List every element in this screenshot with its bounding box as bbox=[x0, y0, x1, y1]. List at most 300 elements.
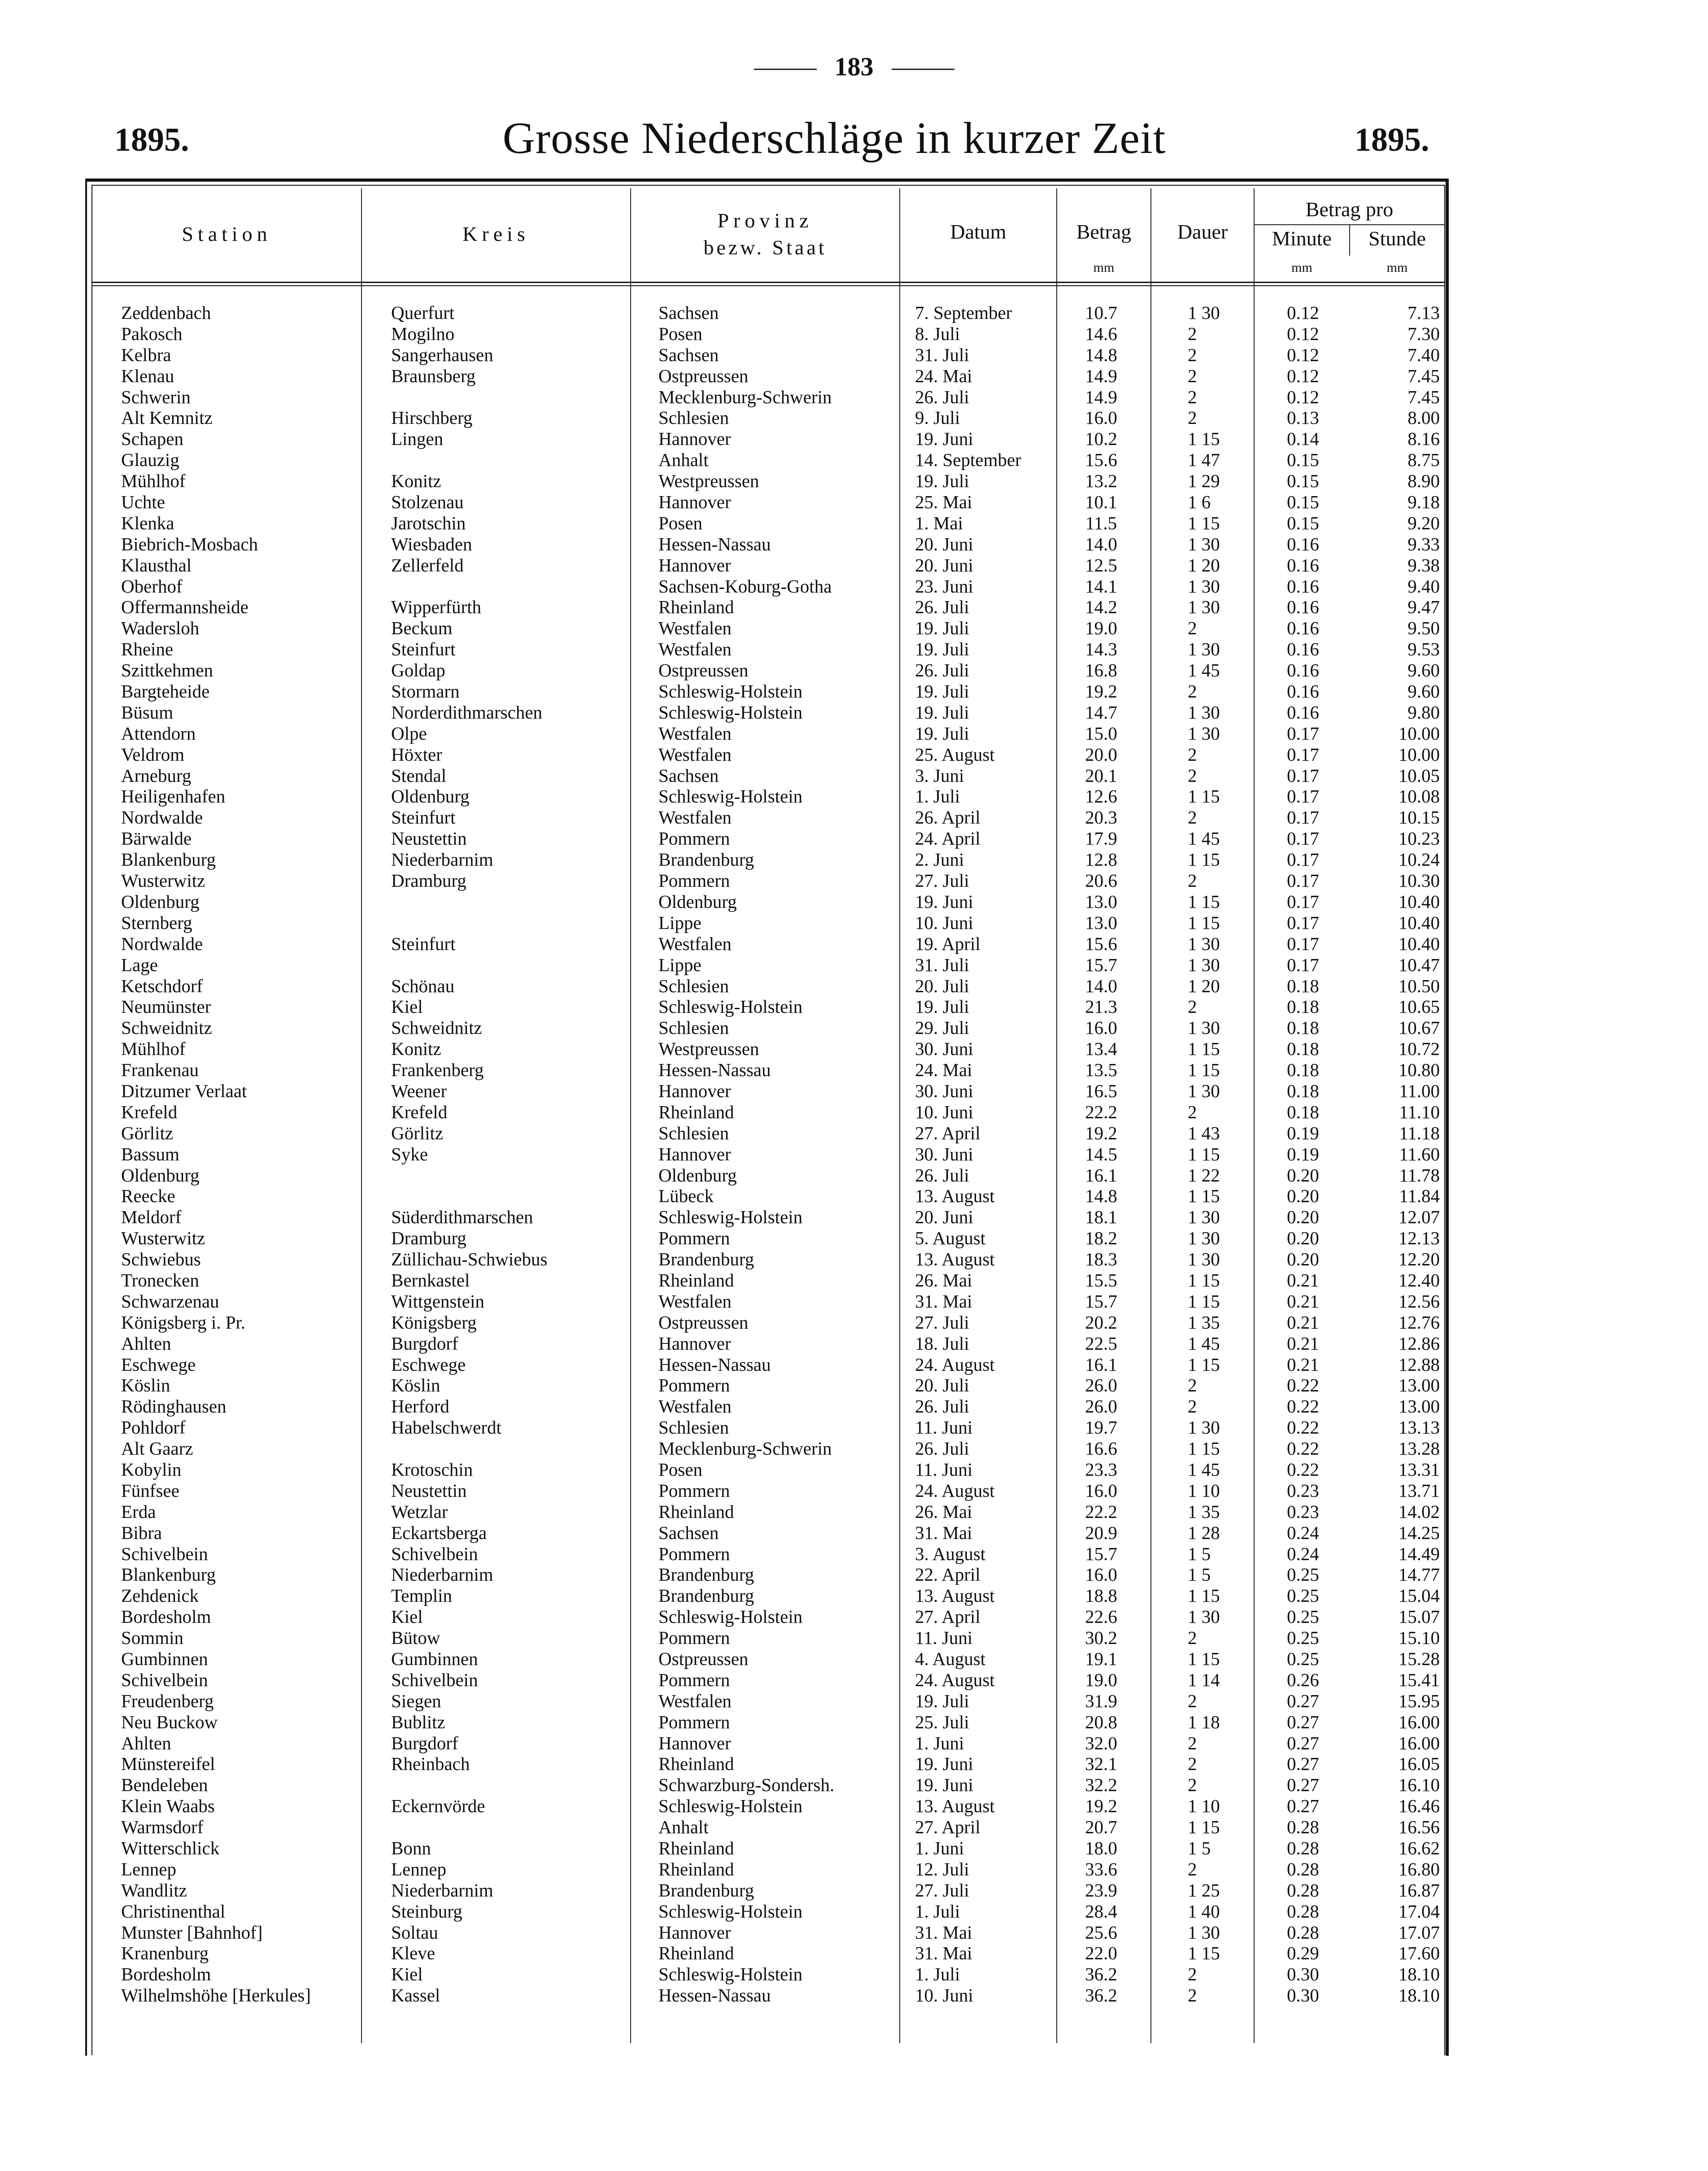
provinz-cell: Pommern bbox=[658, 1228, 730, 1249]
table-row bbox=[0, 366, 1708, 387]
station-cell: Zehdenick bbox=[121, 1585, 199, 1606]
stunde-cell: 14.25 bbox=[1398, 1522, 1440, 1543]
dauer-cell: 2 bbox=[1188, 1101, 1197, 1122]
station-cell: Wilhelmshöhe [Herkules] bbox=[121, 1985, 311, 2006]
betrag-cell: 16.0 bbox=[1085, 1480, 1117, 1501]
betrag-cell: 16.8 bbox=[1085, 660, 1117, 681]
stunde-cell: 8.16 bbox=[1407, 428, 1440, 449]
provinz-cell: Posen bbox=[658, 512, 702, 533]
dauer-cell: 1 15 bbox=[1188, 1269, 1220, 1290]
station-cell: Witterschlick bbox=[121, 1838, 220, 1859]
kreis-cell: Schönau bbox=[391, 975, 455, 996]
stunde-cell: 16.80 bbox=[1398, 1858, 1440, 1879]
betrag-cell: 12.6 bbox=[1085, 786, 1117, 807]
table-row bbox=[0, 1838, 1708, 1859]
minute-cell: 0.29 bbox=[1287, 1943, 1319, 1964]
datum-cell: 19. Juni bbox=[915, 1774, 973, 1796]
minute-cell: 0.16 bbox=[1287, 660, 1319, 681]
table-row bbox=[0, 1564, 1708, 1585]
stunde-cell: 10.67 bbox=[1398, 1017, 1440, 1038]
betrag-cell: 20.6 bbox=[1085, 870, 1117, 891]
station-cell: Pakosch bbox=[121, 323, 183, 344]
dauer-cell: 1 15 bbox=[1188, 1059, 1220, 1081]
station-cell: Bargteheide bbox=[121, 681, 210, 702]
provinz-cell: Hessen-Nassau bbox=[658, 1985, 771, 2006]
table-row bbox=[0, 1712, 1708, 1733]
minute-cell: 0.24 bbox=[1287, 1543, 1319, 1564]
provinz-cell: Schleswig-Holstein bbox=[658, 1207, 803, 1228]
table-row bbox=[0, 1901, 1708, 1922]
table-row bbox=[0, 1774, 1708, 1796]
stunde-cell: 16.10 bbox=[1398, 1774, 1440, 1796]
stunde-cell: 16.00 bbox=[1398, 1732, 1440, 1753]
kreis-cell: Konitz bbox=[391, 471, 441, 492]
kreis-cell: Wiesbaden bbox=[391, 533, 472, 554]
station-cell: Wusterwitz bbox=[121, 1228, 205, 1249]
dauer-cell: 1 15 bbox=[1188, 849, 1220, 870]
table-row bbox=[0, 976, 1708, 997]
table-row bbox=[0, 1396, 1708, 1417]
betrag-cell: 14.9 bbox=[1085, 365, 1117, 386]
kreis-cell: Dramburg bbox=[391, 870, 466, 891]
dauer-cell: 1 15 bbox=[1188, 1143, 1220, 1164]
stunde-cell: 17.07 bbox=[1398, 1922, 1440, 1943]
datum-cell: 31. Juli bbox=[915, 344, 969, 365]
stunde-cell: 13.00 bbox=[1398, 1396, 1440, 1417]
provinz-cell: Westfalen bbox=[658, 723, 732, 744]
kreis-cell: Stormarn bbox=[391, 681, 460, 702]
betrag-cell: 16.5 bbox=[1085, 1080, 1117, 1101]
minute-cell: 0.22 bbox=[1287, 1459, 1319, 1480]
stunde-cell: 12.13 bbox=[1398, 1228, 1440, 1249]
stunde-cell: 8.75 bbox=[1407, 449, 1440, 471]
header-staat: bezw. Staat bbox=[703, 236, 827, 259]
minute-cell: 0.20 bbox=[1287, 1186, 1319, 1207]
stunde-cell: 16.00 bbox=[1398, 1711, 1440, 1732]
kreis-cell: Krefeld bbox=[391, 1101, 448, 1122]
datum-cell: 5. August bbox=[915, 1228, 986, 1249]
kreis-cell: Höxter bbox=[391, 744, 442, 765]
datum-cell: 27. April bbox=[915, 1817, 980, 1838]
dauer-cell: 1 5 bbox=[1188, 1564, 1211, 1585]
table-row bbox=[0, 723, 1708, 744]
station-cell: Bordesholm bbox=[121, 1964, 211, 1985]
stunde-cell: 9.40 bbox=[1407, 575, 1440, 597]
provinz-cell: Schlesien bbox=[658, 975, 729, 996]
minute-cell: 0.16 bbox=[1287, 597, 1319, 618]
kreis-cell: Köslin bbox=[391, 1375, 440, 1396]
betrag-cell: 14.3 bbox=[1085, 639, 1117, 660]
table-row bbox=[0, 1249, 1708, 1270]
datum-cell: 26. April bbox=[915, 807, 980, 828]
table-row bbox=[0, 1017, 1708, 1038]
kreis-cell: Goldap bbox=[391, 660, 445, 681]
betrag-cell: 13.2 bbox=[1085, 471, 1117, 492]
stunde-cell: 13.13 bbox=[1398, 1417, 1440, 1438]
station-cell: Mühlhof bbox=[121, 471, 186, 492]
stunde-cell: 9.18 bbox=[1407, 492, 1440, 513]
station-cell: Kranenburg bbox=[121, 1943, 209, 1964]
datum-cell: 19. Juli bbox=[915, 996, 969, 1017]
provinz-cell: Westfalen bbox=[658, 618, 732, 639]
datum-cell: 24. August bbox=[915, 1669, 995, 1690]
datum-cell: 27. April bbox=[915, 1122, 980, 1143]
provinz-cell: Westfalen bbox=[658, 933, 732, 954]
minute-cell: 0.16 bbox=[1287, 554, 1319, 575]
dauer-cell: 1 15 bbox=[1188, 912, 1220, 933]
stunde-cell: 9.38 bbox=[1407, 554, 1440, 575]
station-cell: Uchte bbox=[121, 492, 165, 513]
provinz-cell: Rheinland bbox=[658, 1501, 734, 1522]
station-cell: Bärwalde bbox=[121, 828, 192, 849]
dauer-cell: 2 bbox=[1188, 323, 1197, 344]
table-row bbox=[0, 1817, 1708, 1838]
provinz-cell: Rheinland bbox=[658, 1858, 734, 1879]
kreis-cell: Kiel bbox=[391, 1606, 423, 1627]
stunde-cell: 7.45 bbox=[1407, 386, 1440, 407]
betrag-cell: 20.3 bbox=[1085, 807, 1117, 828]
table-row bbox=[0, 1102, 1708, 1123]
station-cell: Sternberg bbox=[121, 912, 192, 933]
station-cell: Nordwalde bbox=[121, 933, 203, 954]
kreis-cell: Kleve bbox=[391, 1943, 435, 1964]
table-row bbox=[0, 597, 1708, 618]
table-row bbox=[0, 1796, 1708, 1817]
betrag-cell: 19.2 bbox=[1085, 1122, 1117, 1143]
betrag-cell: 15.7 bbox=[1085, 1543, 1117, 1564]
dauer-cell: 1 15 bbox=[1188, 1438, 1220, 1459]
table-row bbox=[0, 428, 1708, 449]
station-cell: Zeddenbach bbox=[121, 302, 211, 323]
station-cell: Nordwalde bbox=[121, 807, 203, 828]
station-cell: Biebrich-Mosbach bbox=[121, 533, 258, 554]
dauer-cell: 2 bbox=[1188, 1858, 1197, 1879]
provinz-cell: Anhalt bbox=[658, 1817, 709, 1838]
betrag-cell: 20.1 bbox=[1085, 765, 1117, 786]
stunde-cell: 10.50 bbox=[1398, 975, 1440, 996]
table-row bbox=[0, 1354, 1708, 1375]
provinz-cell: Rheinland bbox=[658, 1269, 734, 1290]
table-row bbox=[0, 1859, 1708, 1880]
datum-cell: 30. Juni bbox=[915, 1038, 973, 1059]
stunde-cell: 17.60 bbox=[1398, 1943, 1440, 1964]
stunde-cell: 18.10 bbox=[1398, 1985, 1440, 2006]
table-row bbox=[0, 1375, 1708, 1396]
minute-cell: 0.17 bbox=[1287, 765, 1319, 786]
minute-cell: 0.21 bbox=[1287, 1333, 1319, 1354]
dauer-cell: 1 15 bbox=[1188, 1585, 1220, 1606]
betrag-cell: 23.9 bbox=[1085, 1879, 1117, 1901]
datum-cell: 20. Juli bbox=[915, 975, 969, 996]
provinz-cell: Westfalen bbox=[658, 1290, 732, 1312]
datum-cell: 26. Juli bbox=[915, 1164, 969, 1186]
betrag-cell: 18.3 bbox=[1085, 1249, 1117, 1270]
dauer-cell: 1 30 bbox=[1188, 639, 1220, 660]
kreis-cell: Dramburg bbox=[391, 1228, 466, 1249]
dauer-cell: 2 bbox=[1188, 1985, 1197, 2006]
kreis-cell: Burgdorf bbox=[391, 1732, 458, 1753]
stunde-cell: 7.45 bbox=[1407, 365, 1440, 386]
dauer-cell: 2 bbox=[1188, 807, 1197, 828]
datum-cell: 10. Juni bbox=[915, 912, 973, 933]
table-row bbox=[0, 387, 1708, 408]
minute-cell: 0.27 bbox=[1287, 1732, 1319, 1753]
minute-cell: 0.27 bbox=[1287, 1753, 1319, 1774]
table-body bbox=[0, 302, 1708, 2006]
stunde-cell: 10.47 bbox=[1398, 954, 1440, 975]
datum-cell: 26. Juli bbox=[915, 597, 969, 618]
kreis-cell: Braunsberg bbox=[391, 365, 476, 386]
station-cell: Klausthal bbox=[121, 554, 192, 575]
minute-cell: 0.17 bbox=[1287, 954, 1319, 975]
datum-cell: 9. Juli bbox=[915, 407, 960, 428]
table-row bbox=[0, 1880, 1708, 1901]
station-cell: Klenka bbox=[121, 512, 174, 533]
stunde-cell: 15.10 bbox=[1398, 1627, 1440, 1648]
dauer-cell: 2 bbox=[1188, 1732, 1197, 1753]
minute-cell: 0.25 bbox=[1287, 1606, 1319, 1627]
kreis-cell: Zellerfeld bbox=[391, 554, 464, 575]
kreis-cell: Eckartsberga bbox=[391, 1522, 487, 1543]
betrag-cell: 26.0 bbox=[1085, 1375, 1117, 1396]
dauer-cell: 1 30 bbox=[1188, 575, 1220, 597]
kreis-cell: Stendal bbox=[391, 765, 446, 786]
kreis-cell: Oldenburg bbox=[391, 786, 470, 807]
minute-cell: 0.21 bbox=[1287, 1312, 1319, 1333]
dauer-cell: 1 30 bbox=[1188, 1017, 1220, 1038]
betrag-cell: 16.1 bbox=[1085, 1354, 1117, 1375]
provinz-cell: Hannover bbox=[658, 428, 731, 449]
datum-cell: 27. Juli bbox=[915, 1312, 969, 1333]
kreis-cell: Weener bbox=[391, 1080, 447, 1101]
dauer-cell: 1 15 bbox=[1188, 1186, 1220, 1207]
dauer-cell: 1 10 bbox=[1188, 1796, 1220, 1817]
table-row bbox=[0, 1648, 1708, 1670]
minute-cell: 0.17 bbox=[1287, 744, 1319, 765]
dauer-cell: 1 25 bbox=[1188, 1879, 1220, 1901]
minute-cell: 0.22 bbox=[1287, 1417, 1319, 1438]
header-minute: Minute bbox=[1272, 227, 1332, 250]
station-cell: Bordesholm bbox=[121, 1606, 211, 1627]
minute-cell: 0.27 bbox=[1287, 1774, 1319, 1796]
table-row bbox=[0, 555, 1708, 576]
provinz-cell: Pommern bbox=[658, 1375, 730, 1396]
datum-cell: 19. Juli bbox=[915, 618, 969, 639]
station-cell: Münstereifel bbox=[121, 1753, 215, 1774]
station-cell: Krefeld bbox=[121, 1101, 178, 1122]
dauer-cell: 2 bbox=[1188, 407, 1197, 428]
stunde-cell: 15.07 bbox=[1398, 1606, 1440, 1627]
station-cell: Warmsdorf bbox=[121, 1817, 204, 1838]
datum-cell: 11. Juni bbox=[915, 1627, 973, 1648]
station-cell: Schivelbein bbox=[121, 1669, 208, 1690]
datum-cell: 1. Mai bbox=[915, 512, 963, 533]
provinz-cell: Oldenburg bbox=[658, 1164, 737, 1186]
table-row bbox=[0, 1186, 1708, 1207]
betrag-cell: 19.1 bbox=[1085, 1648, 1117, 1669]
minute-cell: 0.12 bbox=[1287, 365, 1319, 386]
provinz-cell: Hannover bbox=[658, 554, 731, 575]
table-row bbox=[0, 1291, 1708, 1312]
stunde-cell: 11.00 bbox=[1399, 1080, 1440, 1101]
provinz-cell: Brandenburg bbox=[658, 1879, 754, 1901]
station-cell: Szittkehmen bbox=[121, 660, 213, 681]
provinz-cell: Mecklenburg-Schwerin bbox=[658, 1438, 832, 1459]
table-row bbox=[0, 1585, 1708, 1606]
station-cell: Lennep bbox=[121, 1858, 176, 1879]
datum-cell: 19. Juni bbox=[915, 428, 973, 449]
provinz-cell: Schleswig-Holstein bbox=[658, 1964, 803, 1985]
minute-cell: 0.21 bbox=[1287, 1354, 1319, 1375]
provinz-cell: Anhalt bbox=[658, 449, 709, 471]
station-cell: Mühlhof bbox=[121, 1038, 186, 1059]
stunde-cell: 12.20 bbox=[1398, 1249, 1440, 1270]
dauer-cell: 1 40 bbox=[1188, 1901, 1220, 1922]
datum-cell: 24. August bbox=[915, 1480, 995, 1501]
datum-cell: 1. Juli bbox=[915, 1964, 960, 1985]
betrag-cell: 22.5 bbox=[1085, 1333, 1117, 1354]
table-row bbox=[0, 1123, 1708, 1144]
provinz-cell: Rheinland bbox=[658, 1943, 734, 1964]
datum-cell: 26. Mai bbox=[915, 1501, 972, 1522]
minute-cell: 0.18 bbox=[1287, 1059, 1319, 1081]
dauer-cell: 1 30 bbox=[1188, 723, 1220, 744]
betrag-cell: 21.3 bbox=[1085, 996, 1117, 1017]
dauer-cell: 1 10 bbox=[1188, 1480, 1220, 1501]
betrag-cell: 18.8 bbox=[1085, 1585, 1117, 1606]
kreis-cell: Züllichau-Schwiebus bbox=[391, 1249, 548, 1270]
station-cell: Büsum bbox=[121, 702, 174, 723]
table-row bbox=[0, 1943, 1708, 1964]
kreis-cell: Querfurt bbox=[391, 302, 455, 323]
kreis-cell: Krotoschin bbox=[391, 1459, 473, 1480]
minute-cell: 0.24 bbox=[1287, 1522, 1319, 1543]
header-kreis: Kreis bbox=[462, 222, 530, 245]
provinz-cell: Schleswig-Holstein bbox=[658, 1606, 803, 1627]
datum-cell: 3. August bbox=[915, 1543, 986, 1564]
datum-cell: 13. August bbox=[915, 1249, 995, 1270]
dauer-cell: 2 bbox=[1188, 1396, 1197, 1417]
dauer-cell: 2 bbox=[1188, 681, 1197, 702]
station-cell: Attendorn bbox=[121, 723, 196, 744]
kreis-cell: Herford bbox=[391, 1396, 449, 1417]
datum-cell: 7. September bbox=[915, 302, 1012, 323]
provinz-cell: Pommern bbox=[658, 1480, 730, 1501]
dauer-cell: 1 15 bbox=[1188, 1354, 1220, 1375]
stunde-cell: 8.00 bbox=[1407, 407, 1440, 428]
minute-cell: 0.27 bbox=[1287, 1796, 1319, 1817]
datum-cell: 11. Juni bbox=[915, 1459, 973, 1480]
betrag-cell: 19.2 bbox=[1085, 681, 1117, 702]
station-cell: Veldrom bbox=[121, 744, 185, 765]
dauer-cell: 1 45 bbox=[1188, 828, 1220, 849]
stunde-cell: 10.00 bbox=[1398, 744, 1440, 765]
provinz-cell: Schleswig-Holstein bbox=[658, 681, 803, 702]
kreis-cell: Stolzenau bbox=[391, 492, 464, 513]
dauer-cell: 1 15 bbox=[1188, 512, 1220, 533]
betrag-cell: 12.8 bbox=[1085, 849, 1117, 870]
datum-cell: 29. Juli bbox=[915, 1017, 969, 1038]
betrag-cell: 13.0 bbox=[1085, 891, 1117, 912]
table-row bbox=[0, 1059, 1708, 1081]
minute-cell: 0.15 bbox=[1287, 492, 1319, 513]
station-cell: Bendeleben bbox=[121, 1774, 208, 1796]
stunde-cell: 11.18 bbox=[1399, 1122, 1440, 1143]
table-row bbox=[0, 1270, 1708, 1291]
station-cell: Wusterwitz bbox=[121, 870, 205, 891]
station-cell: Munster [Bahnhof] bbox=[121, 1922, 263, 1943]
stunde-cell: 10.24 bbox=[1398, 849, 1440, 870]
minute-cell: 0.25 bbox=[1287, 1564, 1319, 1585]
table-row bbox=[0, 1985, 1708, 2006]
dauer-cell: 1 30 bbox=[1188, 933, 1220, 954]
minute-cell: 0.20 bbox=[1287, 1249, 1319, 1270]
stunde-cell: 12.76 bbox=[1398, 1312, 1440, 1333]
dauer-cell: 1 15 bbox=[1188, 1648, 1220, 1669]
dauer-cell: 1 15 bbox=[1188, 1817, 1220, 1838]
provinz-cell: Posen bbox=[658, 323, 702, 344]
station-cell: Arneburg bbox=[121, 765, 192, 786]
provinz-cell: Ostpreussen bbox=[658, 1312, 749, 1333]
stunde-cell: 13.31 bbox=[1398, 1459, 1440, 1480]
kreis-cell: Bütow bbox=[391, 1627, 440, 1648]
dauer-cell: 1 6 bbox=[1188, 492, 1211, 513]
header-station: Station bbox=[182, 222, 272, 245]
minute-cell: 0.17 bbox=[1287, 912, 1319, 933]
station-cell: Eschwege bbox=[121, 1354, 196, 1375]
stunde-cell: 9.60 bbox=[1407, 681, 1440, 702]
kreis-cell: Niederbarnim bbox=[391, 1879, 493, 1901]
stunde-cell: 12.86 bbox=[1398, 1333, 1440, 1354]
header-stunde: Stunde bbox=[1368, 227, 1426, 250]
kreis-cell: Eckernvörde bbox=[391, 1796, 485, 1817]
provinz-cell: Ostpreussen bbox=[658, 365, 749, 386]
station-cell: Lage bbox=[121, 954, 158, 975]
station-cell: Schwerin bbox=[121, 386, 191, 407]
table-row bbox=[0, 302, 1708, 323]
minute-cell: 0.30 bbox=[1287, 1964, 1319, 1985]
dauer-cell: 1 45 bbox=[1188, 1333, 1220, 1354]
datum-cell: 26. Juli bbox=[915, 386, 969, 407]
betrag-cell: 14.0 bbox=[1085, 975, 1117, 996]
stunde-cell: 16.05 bbox=[1398, 1753, 1440, 1774]
header-separator bbox=[92, 285, 1444, 286]
kreis-cell: Rheinbach bbox=[391, 1753, 470, 1774]
minute-cell: 0.17 bbox=[1287, 807, 1319, 828]
station-cell: Freudenberg bbox=[121, 1690, 214, 1711]
stunde-cell: 11.10 bbox=[1399, 1101, 1440, 1122]
minute-cell: 0.19 bbox=[1287, 1122, 1319, 1143]
betrag-cell: 19.0 bbox=[1085, 618, 1117, 639]
station-cell: Christinenthal bbox=[121, 1901, 226, 1922]
datum-cell: 24. August bbox=[915, 1354, 995, 1375]
table-row bbox=[0, 449, 1708, 471]
dauer-cell: 1 29 bbox=[1188, 471, 1220, 492]
kreis-cell: Neustettin bbox=[391, 1480, 467, 1501]
provinz-cell: Hessen-Nassau bbox=[658, 1354, 771, 1375]
header-provinz: Provinz bbox=[717, 209, 813, 232]
table-row bbox=[0, 618, 1708, 639]
datum-cell: 30. Juni bbox=[915, 1143, 973, 1164]
stunde-cell: 7.30 bbox=[1407, 323, 1440, 344]
kreis-cell: Hirschberg bbox=[391, 407, 473, 428]
unit-betrag: mm bbox=[1093, 260, 1115, 275]
provinz-cell: Hannover bbox=[658, 1333, 731, 1354]
dauer-cell: 2 bbox=[1188, 1627, 1197, 1648]
betrag-cell: 16.0 bbox=[1085, 1017, 1117, 1038]
provinz-cell: Ostpreussen bbox=[658, 1648, 749, 1669]
kreis-cell: Habelschwerdt bbox=[391, 1417, 501, 1438]
